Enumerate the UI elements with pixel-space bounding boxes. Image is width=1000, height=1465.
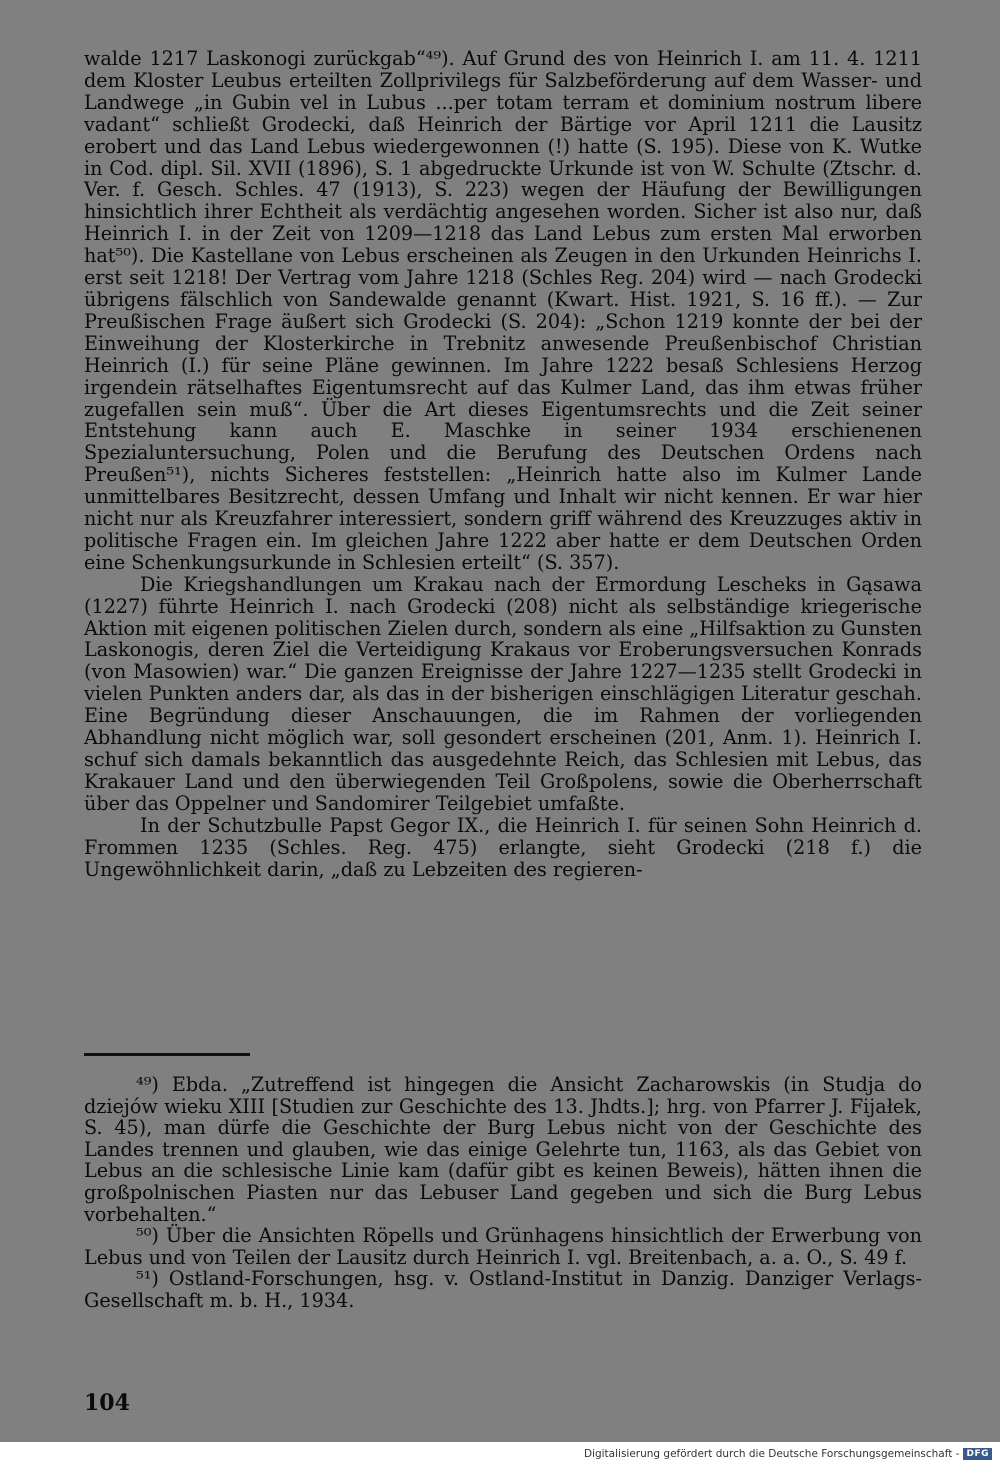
page-number: 104 — [84, 1390, 130, 1416]
footnote-49: ⁴⁹) Ebda. „Zutreffend ist hingegen die Ansicht Zacharowskis (in Studja do dziejów wieku XIII [Studien zur Geschichte des 13. Jhdts.]; hrg. von Pfarrer J. Fijałek, S. 45), man dürfe die Geschichte der Burg Lebus nicht von der Geschichte des Landes trennen und glauben, wie das einige Gelehrte tun, 1163, als das Gebiet von Lebus an die schlesische Linie kam (dafür gibt es keinen Beweis), hätten ihnen die großpolnischen Piasten nur das Lebuser Land gegeben und sich die Burg Lebus vorbehalten.“ — [84, 1073, 922, 1226]
footer-text: Digitalisierung gefördert durch die Deutsche Forschungsgemeinschaft - — [583, 1448, 960, 1460]
paragraph-2: Die Kriegshandlungen um Krakau nach der Ermordung Lescheks in Gąsawa (1227) führte Heinrich I. nach Grodecki (208) nicht als selbständige kriegerische Aktion mit eigenen politischen Zielen durch, sondern als eine „Hilfsaktion zu Gunsten Laskonogis, deren Ziel die Verteidigung Krakaus vor Eroberungsversuchen Konrads (von Masowien) war.“ Die ganzen Ereignisse der Jahre 1227—1235 stellt Grodecki in vielen Punkten anders dar, als das in der bisherigen einschlägigen Literatur geschah. Eine Begründung dieser Anschauungen, die im Rahmen der vorliegenden Abhandlung nicht möglich war, soll gesondert erscheinen (201, Anm. 1). Heinrich I. schuf sich damals bekanntlich das ausgedehnte Reich, das Schlesien mit Lebus, das Krakauer Land und den überwiegenden Teil Großpolens, sowie die Oberherrschaft über das Oppelner und Sandomirer Teilgebiet umfaßte. — [84, 572, 922, 815]
footnote-51: ⁵¹) Ostland-Forschungen, hsg. v. Ostland-Institut in Danzig. Danziger Verlags-Gesellschaft m. b. H., 1934. — [84, 1267, 922, 1312]
footnotes — [84, 1074, 922, 1312]
dfg-logo-icon: DFG — [963, 1448, 992, 1460]
digitization-footer — [584, 1448, 992, 1460]
paragraph-3: In der Schutzbulle Papst Gegor IX., die Heinrich I. für seinen Sohn Heinrich d. Frommen 1235 (Schles. Reg. 475) erlangte, sieht Grodecki (218 f.) die Ungewöhnlichkeit darin, „daß zu Lebzeiten des regieren- — [84, 813, 922, 881]
main-text — [84, 48, 922, 880]
footnote-separator — [84, 1053, 250, 1056]
footnote-50: ⁵⁰) Über die Ansichten Röpells und Grünhagens hinsichtlich der Erwerbung von Lebus und von Teilen der Lausitz durch Heinrich I. vgl. Breitenbach, a. a. O., S. 49 f. — [84, 1224, 922, 1269]
paragraph-1: walde 1217 Laskonogi zurückgab“⁴⁹). Auf Grund des von Heinrich I. am 11. 4. 1211 dem Kloster Leubus erteilten Zollprivilegs für Salzbeförderung auf dem Wasser- und Landwege „in Gubin vel in Lubus ...per totam terram et dominium nostrum libere vadant“ schließt Grodecki, daß Heinrich der Bärtige vor April 1211 die Lausitz erobert und das Land Lebus wiedergewonnen (!) hatte (S. 195). Diese von K. Wutke in Cod. dipl. Sil. XVII (1896), S. 1 abgedruckte Urkunde ist von W. Schulte (Ztschr. d. Ver. f. Gesch. Schles. 47 (1913), S. 223) wegen der Häufung der Bewilligungen hinsichtlich ihrer Echtheit als verdächtig angesehen worden. Sicher ist also nur, daß Heinrich I. in der Zeit von 1209—1218 das Land Lebus zum ersten Mal erworben hat⁵⁰). Die Kastellane von Lebus erscheinen als Zeugen in den Urkunden Heinrichs I. erst seit 1218! Der Vertrag vom Jahre 1218 (Schles Reg. 204) wird — nach Grodecki übrigens fälschlich von Sandewalde genannt (Kwart. Hist. 1921, S. 16 ff.). — Zur Preußischen Frage äußert sich Grodecki (S. 204): „Schon 1219 konnte der bei der Einweihung der Klosterkirche in Trebnitz anwesende Preußenbischof Christian Heinrich (I.) für seine Pläne gewinnen. Im Jahre 1222 besaß Schlesiens Herzog irgendein rätselhaftes Eigentumsrecht auf das Kulmer Land, das ihm etwas früher zugefallen sein muß“. Über die Art dieses Eigentumsrechts und die Zeit seiner Entstehung kann auch E. Maschke in seiner 1934 erschienenen Spezialuntersuchung, Polen und die Berufung des Deutschen Ordens nach Preußen⁵¹), nichts Sicheres feststellen: „Heinrich hatte also im Kulmer Lande unmittelbares Besitzrecht, dessen Umfang und Inhalt wir nicht kennen. Er war hier nicht nur als Kreuzfahrer interessiert, sondern griff während des Kreuzzuges aktiv in politische Fragen ein. Im gleichen Jahre 1222 aber hatte er dem Deutschen Orden eine Schenkungsurkunde in Schlesien erteilt“ (S. 357). — [84, 47, 922, 574]
